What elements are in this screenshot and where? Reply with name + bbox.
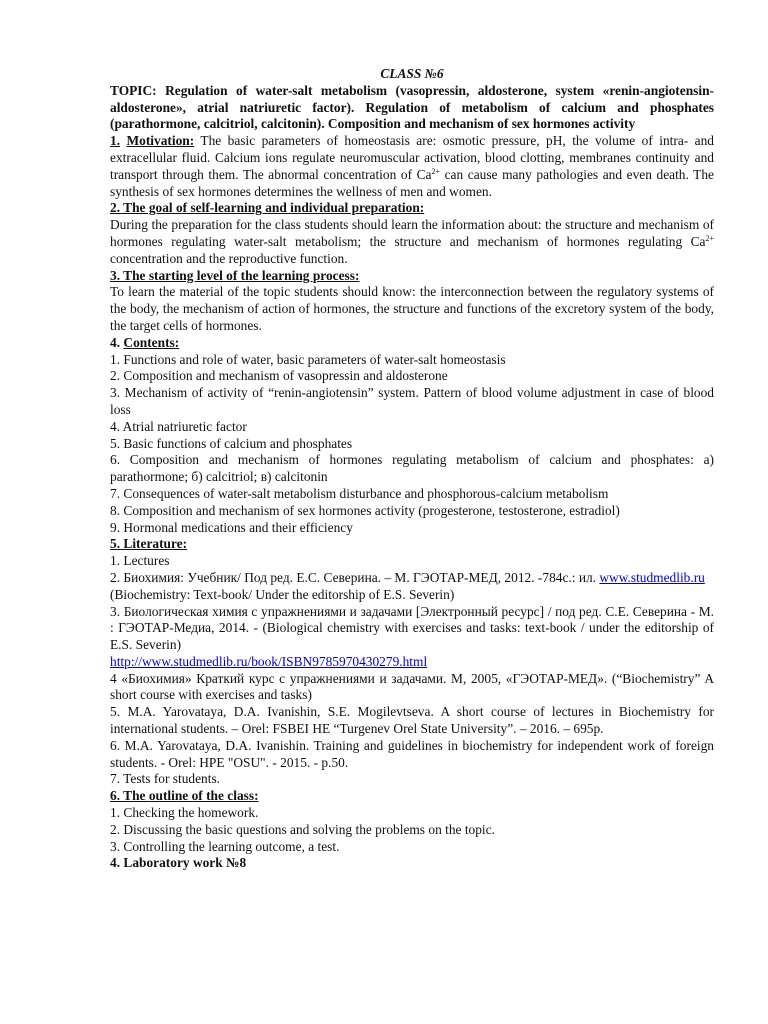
contents-item: 4. Atrial natriuretic factor [110,418,247,434]
topic-heading: TOPIC: Regulation of water-salt metabolism (vasopressin, aldosterone, system «renin-angiotensin-aldosterone», atrial natriuretic factor). Regulation of metabolism of calcium and phosphates (parathormone, calcitriol, calcitonin). Composition and mechanism of sex hormones activity [110,82,714,132]
contents-title: Contents: [123,334,180,350]
literature-item [110,654,714,671]
contents-item: 8. Composition and mechanism of sex hormones activity (progesterone, testosterone, estradiol) [110,502,620,518]
goal-sup: 2+ [705,233,714,243]
class-title: CLASS №6 [380,66,444,81]
contents-item: 5. Basic functions of calcium and phosphates [110,435,353,451]
literature-item: 1. Lectures [110,553,170,569]
goal-text-a: During the preparation for the class students should learn the information about: the structure and mechanism of hormones regulating water-salt metabolism; the structure and mechanism of hormones regulating Ca [110,217,714,249]
motivation-text-a: The basic parameters of homeostasis are: osmotic pressure, pH, the volume of intra- and extracellular fluid. Calcium ions regulate neuromuscular activation, blood clotting, membranes continuity and transport through them. The abnormal concentration of Ca [110,133,714,182]
literature-item: 7. Tests for students. [110,771,221,787]
outline-item: 3. Controlling the learning outcome, a test. [110,838,340,854]
contents-item: 3. Mechanism of activity of “renin-angiotensin” system. Pattern of blood volume adjustment in case of blood loss [110,385,714,417]
literature-item: 5. M.A. Yarovataya, D.A. Ivanishin, S.E. Mogilevtseva. A short course of lectures in Biochemistry for international students. – Orel: FSBEI HE “Turgenev Orel State University”. – 2016. – 695p. [110,704,714,737]
goal-text-b: concentration and the reproductive function. [110,250,348,266]
literature-text: (Biochemistry: Text-book/ Under the editorship of E.S. Severin) [110,586,455,602]
motivation-sup: 2+ [431,166,441,176]
literature-item [110,570,714,604]
outline-item: 1. Checking the homework. [110,805,259,821]
literature-title: 5. Literature: [110,536,188,552]
outline-title: 6. The outline of the class: [110,788,259,804]
starting-level-title: 3. The starting level of the learning process: [110,267,360,283]
contents-number: 4. [110,334,121,350]
contents-item: 7. Consequences of water-salt metabolism disturbance and phosphorous-calcium metabolism [110,485,609,501]
contents-item: 1. Functions and role of water, basic parameters of water-salt homeostasis [110,351,506,367]
document-page [110,66,714,872]
literature-item: 4 «Биохимия» Краткий курс с упражнениями и задачами. М, 2005, «ГЭОТАР-МЕД». (“Biochemistry” A short course with exercises and tasks) [110,670,714,703]
motivation-title: Motivation: [126,133,195,149]
motivation-text-b: can cause many pathologies and even death. The synthesis of sex hormones determines the wellness of men and women. [110,166,715,199]
goal-paragraph [110,217,714,267]
outline-item: 2. Discussing the basic questions and solving the problems on the topic. [110,821,495,837]
literature-item: 3. Биологическая химия с упражнениями и задачами [Электронный ресурс] / под ред. С.Е. Северина - М. : ГЭОТАР-Медиа, 2014. - (Biological chemistry with exercises and tasks: text-book / under the editorship of E.S. Severin) [110,603,714,653]
literature-text: 2. Биохимия: Учебник/ Под ред. Е.С. Северина. – М. ГЭОТАР-МЕД, 2012. -784с.: ил. [110,569,597,585]
contents-item: 2. Composition and mechanism of vasopressin and aldosterone [110,368,448,384]
motivation-number: 1. [110,133,121,149]
contents-item: 9. Hormonal medications and their efficiency [110,519,353,535]
laboratory-work-title: 4. Laboratory work №8 [110,855,247,871]
goal-title: 2. The goal of self-learning and individual preparation: [110,200,425,216]
studmedlib-link[interactable]: www.studmedlib.ru [599,569,705,585]
literature-item: 6. M.A. Yarovataya, D.A. Ivanishin. Training and guidelines in biochemistry for independent work of foreign students. - Orel: HPE "OSU". - 2015. - p.50. [110,737,714,770]
starting-level-paragraph: To learn the material of the topic students should know: the interconnection between the regulatory systems of the body, the mechanism of action of hormones, the structure and functions of the excretory system of the body, the target cells of hormones. [110,284,714,333]
contents-item: 6. Composition and mechanism of hormones regulating metabolism of calcium and phosphates: а) parathormone; б) calcitriol; в) calcitonin [110,452,714,485]
motivation-paragraph [110,133,714,200]
contents-heading [110,335,714,352]
studmedlib-book-link[interactable]: http://www.studmedlib.ru/book/ISBN9785970430279.html [110,653,428,669]
